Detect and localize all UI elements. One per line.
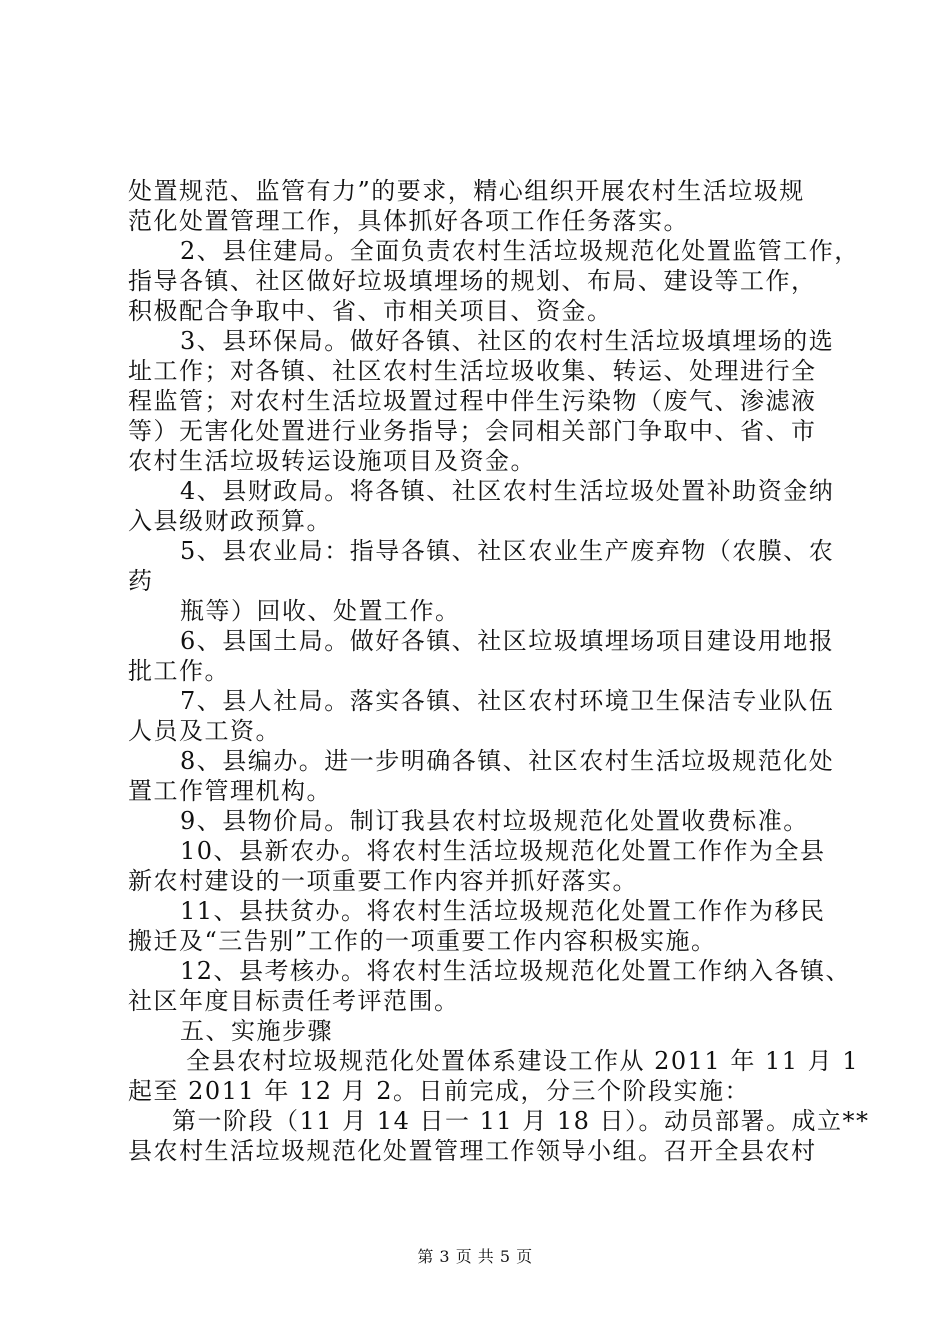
text-line: 2、县住建局。全面负责农村生活垃圾规范化处置监管工作， [180, 237, 860, 265]
page-number-footer: 第 3 页 共 5 页 [417, 1247, 533, 1266]
text-line: 药 [128, 567, 154, 595]
text-line: 11、县扶贫办。将农村生活垃圾规范化处置工作作为移民 [180, 897, 826, 925]
text-line: 批工作。 [128, 657, 230, 685]
document-body [128, 176, 870, 1166]
text-line: 等）无害化处置进行业务指导；会同相关部门争取中、省、市 [128, 417, 817, 445]
text-line: 9、县物价局。制订我县农村垃圾规范化处置收费标准。 [180, 807, 809, 835]
text-line: 瓶等）回收、处置工作。 [180, 597, 461, 625]
text-line: 指导各镇、社区做好垃圾填埋场的规划、布局、建设等工作， [128, 267, 817, 295]
section-heading: 五、实施步骤 [180, 1017, 333, 1045]
text-line: 8、县编办。进一步明确各镇、社区农村生活垃圾规范化处 [180, 747, 835, 775]
text-line: 第一阶段（11 月 14 日一 11 月 18 日）。动员部署。成立** [172, 1107, 870, 1135]
text-line: 入县级财政预算。 [128, 507, 332, 535]
text-line: 全县农村垃圾规范化处置体系建设工作从 2011 年 11 月 1 [186, 1047, 860, 1075]
text-line: 新农村建设的一项重要工作内容并抓好落实。 [128, 867, 638, 895]
text-line: 县农村生活垃圾规范化处置管理工作领导小组。召开全县农村 [128, 1137, 817, 1165]
text-line: 5、县农业局：指导各镇、社区农业生产废弃物（农膜、农 [180, 537, 835, 565]
text-line: 搬迁及“三告别”工作的一项重要工作内容积极实施。 [128, 927, 717, 955]
text-line: 起至 2011 年 12 月 2。日前完成，分三个阶段实施： [128, 1077, 751, 1105]
text-line: 积极配合争取中、省、市相关项目、资金。 [128, 297, 613, 325]
text-line: 12、县考核办。将农村生活垃圾规范化处置工作纳入各镇、 [180, 957, 852, 985]
text-line: 社区年度目标责任考评范围。 [128, 987, 460, 1015]
text-line: 3、县环保局。做好各镇、社区的农村生活垃圾填埋场的选 [180, 327, 835, 355]
text-line: 农村生活垃圾转运设施项目及资金。 [128, 447, 536, 475]
text-line: 程监管；对农村生活垃圾置过程中伴生污染物（废气、渗滤液 [128, 387, 817, 415]
text-line: 10、县新农办。将农村生活垃圾规范化处置工作作为全县 [180, 837, 826, 865]
text-line: 人员及工资。 [128, 717, 281, 745]
text-line: 6、县国土局。做好各镇、社区垃圾填埋场项目建设用地报 [180, 627, 835, 655]
text-line: 处置规范、监管有力”的要求，精心组织开展农村生活垃圾规 [128, 177, 805, 205]
text-line: 4、县财政局。将各镇、社区农村生活垃圾处置补助资金纳 [180, 477, 835, 505]
text-line: 范化处置管理工作，具体抓好各项工作任务落实。 [128, 207, 689, 235]
text-line: 址工作；对各镇、社区农村生活垃圾收集、转运、处理进行全 [128, 357, 817, 385]
text-line: 置工作管理机构。 [128, 777, 332, 805]
text-line: 7、县人社局。落实各镇、社区农村环境卫生保洁专业队伍 [180, 687, 835, 715]
